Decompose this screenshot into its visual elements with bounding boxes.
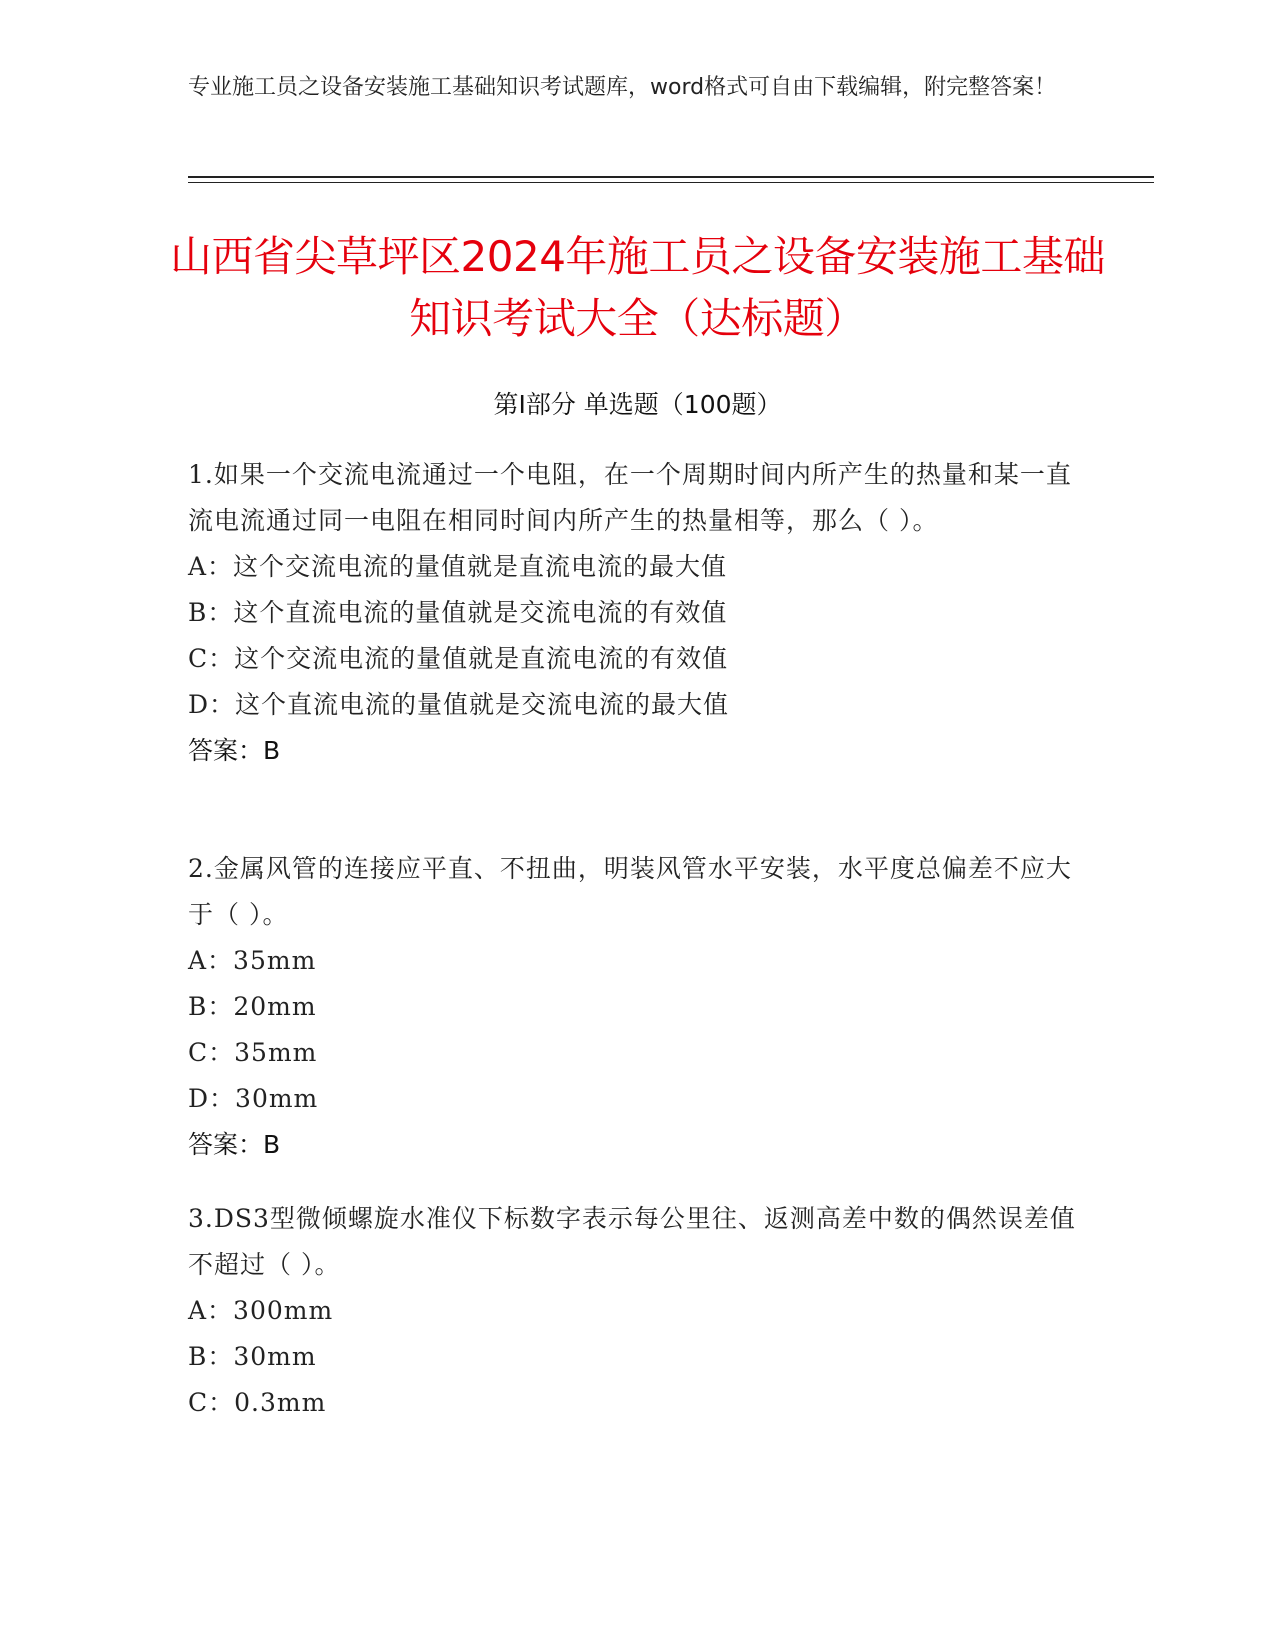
section-heading: 第Ⅰ部分 单选题（100题） xyxy=(493,390,782,419)
option-b: B：这个直流电流的量值就是交流电流的有效值 xyxy=(188,598,728,627)
option-a: A：35mm xyxy=(188,946,317,975)
question-stem: 2.金属风管的连接应平直、不扭曲，明装风管水平安装，水平度总偏差不应大于（ ）。 xyxy=(188,854,1072,929)
answer-line: 答案：B xyxy=(188,1130,281,1159)
option-b: B：30mm xyxy=(188,1342,317,1371)
option-d: D：30mm xyxy=(188,1084,319,1113)
header-rule-thin xyxy=(188,182,1154,183)
header-rule-thick xyxy=(188,176,1154,178)
question-stem: 3.DS3型微倾螺旋水准仪下标数字表示每公里往、返测高差中数的偶然误差值不超过（ ）。 xyxy=(188,1204,1076,1279)
option-b: B：20mm xyxy=(188,992,317,1021)
option-c: C：0.3mm xyxy=(188,1388,327,1417)
question-2 xyxy=(188,846,1088,1168)
answer-line: 答案：B xyxy=(188,736,281,765)
question-stem: 1.如果一个交流电流通过一个电阻，在一个周期时间内所产生的热量和某一直流电流通过同一电阻在相同时间内所产生的热量相等，那么（ ）。 xyxy=(188,460,1072,535)
option-a: A：300mm xyxy=(188,1296,334,1325)
document-title: 山西省尖草坪区2024年施工员之设备安装施工基础知识考试大全（达标题） xyxy=(170,232,1105,343)
option-a: A：这个交流电流的量值就是直流电流的最大值 xyxy=(188,552,728,581)
option-d: D：这个直流电流的量值就是交流电流的最大值 xyxy=(188,690,730,719)
option-c: C：这个交流电流的量值就是直流电流的有效值 xyxy=(188,644,729,673)
header-note: 专业施工员之设备安装施工基础知识考试题库，word格式可自由下载编辑，附完整答案！ xyxy=(188,75,1057,100)
option-c: C：35mm xyxy=(188,1038,318,1067)
question-1 xyxy=(188,452,1088,774)
question-3 xyxy=(188,1196,1088,1426)
